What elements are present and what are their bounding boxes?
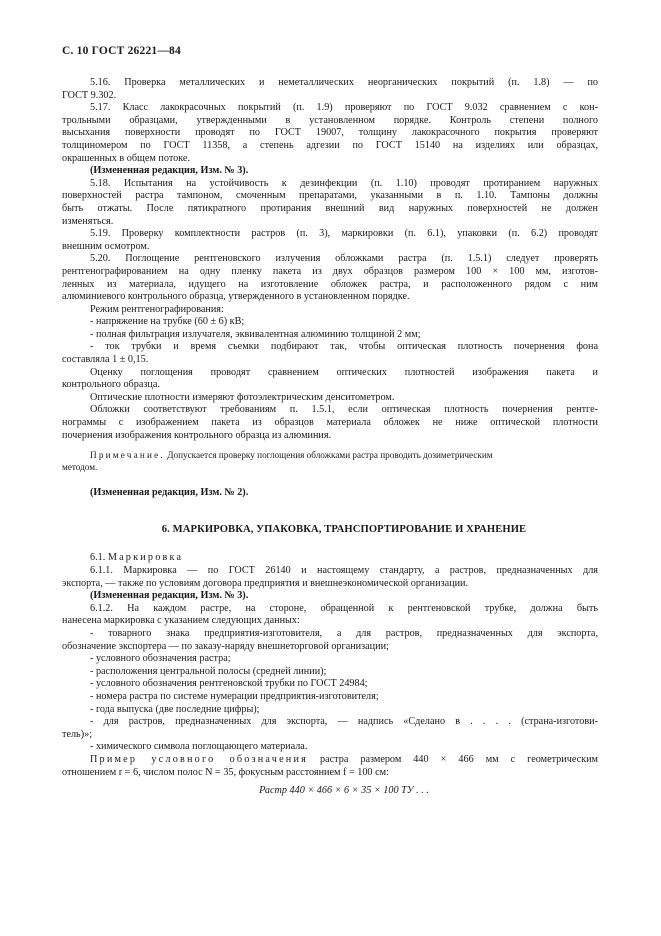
paragraph bbox=[90, 304, 598, 317]
paragraph bbox=[90, 329, 598, 342]
text-line: - условного обозначения растра; bbox=[90, 653, 231, 665]
paragraph bbox=[62, 228, 598, 253]
text-line: 6.1.1. Маркировка — по ГОСТ 26140 и настоящему стандарту, а растров, предназначенных для bbox=[90, 565, 598, 576]
text-line: 6.1.2. На каждом растре, на стороне, обращенной к рентгеновской трубке, должна быть bbox=[90, 602, 598, 614]
example bbox=[62, 753, 598, 779]
document-body bbox=[62, 77, 598, 798]
text-line: (Измененная редакция, Изм. № 3). bbox=[90, 165, 249, 177]
text-line: поверхностей растра тампоном, смоченным препаратами, указанными в п. 1.10. Тампоны должны bbox=[62, 190, 598, 202]
paragraph bbox=[62, 102, 598, 165]
sub-heading-word: Маркировка bbox=[107, 552, 184, 564]
note-line-2: методом. bbox=[62, 461, 98, 472]
section-5-text bbox=[62, 77, 598, 442]
paragraph bbox=[90, 704, 598, 717]
paragraph bbox=[62, 627, 598, 653]
paragraph bbox=[90, 678, 598, 691]
section-6-text bbox=[62, 565, 598, 754]
sub-heading bbox=[90, 552, 598, 565]
paragraph bbox=[90, 741, 598, 754]
text-line: Оптические плотности измеряют фотоэлектрическим денситометром. bbox=[90, 391, 395, 403]
text-line: - напряжение на трубке (60 ± 6) кВ; bbox=[90, 316, 245, 328]
text-line: почернения изображения контрольного образца из алюминия. bbox=[62, 429, 332, 441]
text-line: - ток трубки и время съемки подбирают так, чтобы оптическая плотность почернения фона bbox=[90, 341, 598, 353]
text-line: нограммы с изображением пакета из образцов материала обложек не ниже оптической плотности bbox=[62, 417, 598, 429]
section-title: 6. МАРКИРОВКА, УПАКОВКА, ТРАНСПОРТИРОВАНИЕ И ХРАНЕНИЕ bbox=[161, 523, 527, 535]
example-line-2: отношением r = 6, числом полос N = 35, фокусным расстоянием f = 100 см: bbox=[62, 766, 389, 778]
text-line: Режим рентгенографирования: bbox=[90, 303, 224, 315]
paragraph bbox=[62, 177, 598, 228]
text-line: тель)»; bbox=[62, 728, 93, 740]
note bbox=[62, 450, 598, 473]
text-line: быть отжаты. После пятикратного протирания внешний вид наружных поверхностей не должен bbox=[62, 202, 598, 214]
paragraph bbox=[90, 691, 598, 704]
paragraph bbox=[62, 366, 598, 392]
text-line: окрашенных в общем потоке. bbox=[62, 152, 190, 164]
text-line: трольными образцами, утвержденными в установленном порядке. Контроль степени полного bbox=[62, 114, 598, 126]
text-line: контрольного образца. bbox=[62, 379, 160, 391]
designation-formula: Растр 440 × 466 × 6 × 35 × 100 ТУ . . . bbox=[259, 785, 429, 797]
text-line: ГОСТ 9.302. bbox=[62, 89, 117, 101]
text-line: рентгенографированием на одну пленку пакета из двух образцов размером 100 × 100 мм, изготов- bbox=[62, 265, 598, 277]
text-line: ленных из материала, идущего на изготовление обложек растра, и расположенного рядом с ним bbox=[62, 278, 598, 290]
text-line: - полная фильтрация излучателя, эквивалентная алюминию толщиной 2 мм; bbox=[90, 328, 421, 340]
example-label: Пример условного обозначения bbox=[90, 753, 308, 765]
paragraph bbox=[62, 716, 598, 741]
paragraph bbox=[62, 602, 598, 628]
text-line: - товарного знака предприятия-изготовителя, а для растров, предназначенных для экспорта, bbox=[90, 627, 598, 639]
text-line: - года выпуска (две последние цифры); bbox=[90, 703, 260, 715]
paragraph bbox=[62, 565, 598, 590]
paragraph bbox=[62, 404, 598, 442]
example-line-1: растра размером 440 × 466 мм с геометрическим bbox=[320, 753, 598, 765]
paragraph bbox=[62, 341, 598, 366]
text-line: 5.20. Поглощение рентгеновского излучения обложками растра (п. 1.5.1) следует проверять bbox=[90, 253, 598, 265]
paragraph bbox=[90, 316, 598, 329]
paragraph bbox=[90, 653, 598, 666]
note-edit: (Измененная редакция, Изм. № 2). bbox=[90, 487, 249, 499]
text-line: нанесена маркировка с указанием следующих данных: bbox=[62, 615, 300, 627]
sub-heading-num: 6.1. bbox=[90, 552, 106, 564]
text-line: алюминиевого контрольного образца, утвержденного в установленном порядке. bbox=[62, 291, 410, 303]
text-line: - химического символа поглощающего материала. bbox=[90, 741, 308, 753]
paragraph bbox=[90, 666, 598, 679]
text-line: 5.18. Испытания на устойчивость к дезинфекции (п. 1.10) проводят протиранием наружных bbox=[90, 177, 598, 189]
text-line: (Измененная редакция, Изм. № 3). bbox=[90, 590, 249, 602]
text-line: - условного обозначения рентгеновской трубки по ГОСТ 24984; bbox=[90, 678, 368, 690]
note-label: Примечание. bbox=[90, 450, 165, 461]
text-line: 5.19. Проверку комплектности растров (п. 3), маркировки (п. 6.1), упаковки (п. 6.2) проводят bbox=[90, 228, 598, 240]
text-line: экспорта, — также по условиям договора предприятия и внешнеэкономической организации. bbox=[62, 577, 469, 589]
paragraph bbox=[90, 392, 598, 405]
text-line: - для растров, предназначенных для экспорта, — надпись «Сделано в . . . . (страна-изготови- bbox=[90, 716, 598, 728]
edit-note bbox=[90, 165, 598, 178]
text-line: толщиномером по ГОСТ 11358, а степень адгезии по ГОСТ 15140 на изделиях или образцах, bbox=[62, 139, 598, 151]
text-line: - номера растра по системе нумерации предприятия-изготовителя; bbox=[90, 690, 379, 702]
text-line: 5.17. Класс лакокрасочных покрытий (п. 1.9) проверяют по ГОСТ 9.032 сравнением с кон- bbox=[90, 102, 598, 114]
paragraph bbox=[62, 77, 598, 102]
edit-note bbox=[90, 590, 598, 603]
text-line: - расположения центральной полосы (средней линии); bbox=[90, 665, 327, 677]
text-line: составляла 1 ± 0,15. bbox=[62, 354, 149, 366]
text-line: высыхания поверхности проводят по ГОСТ 19007, толщину лакокрасочного покрытия проверяют bbox=[62, 127, 598, 139]
note-line-1: Допускается проверку поглощения обложками растра проводить дозиметрическим bbox=[167, 450, 493, 461]
text-line: Оценку поглощения проводят сравнением оптических плотностей изображения пакета и bbox=[90, 366, 598, 378]
text-line: изменяться. bbox=[62, 215, 114, 227]
text-line: Обложки соответствуют требованиям п. 1.5.1, если оптическая плотность почернения рентге- bbox=[90, 404, 598, 416]
paragraph bbox=[62, 253, 598, 303]
page-header: С. 10 ГОСТ 26221—84 bbox=[62, 45, 181, 57]
text-line: внешним осмотром. bbox=[62, 240, 150, 252]
text-line: обозначение экспортера — по заказу-наряду внешнеторговой организации; bbox=[62, 640, 389, 652]
text-line: 5.16. Проверка металлических и неметаллических неорганических покрытий (п. 1.8) — по bbox=[90, 77, 598, 88]
